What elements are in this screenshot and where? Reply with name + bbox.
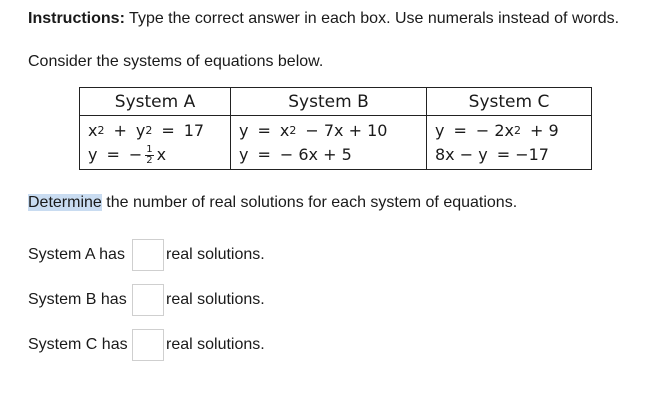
header-system-a: System A xyxy=(80,88,231,116)
determine-rest: the number of real solutions for each system of equations. xyxy=(101,194,518,211)
answer-label-a: System A has xyxy=(28,246,125,263)
fraction-one-half: $\frac{1}{2}$ xyxy=(146,143,153,166)
header-system-c: System C xyxy=(427,88,592,116)
instructions-label: Instructions: xyxy=(28,10,125,27)
answer-suffix-b: real solutions. xyxy=(166,291,265,308)
determine-text xyxy=(28,194,517,212)
answer-suffix-c: real solutions. xyxy=(166,336,265,353)
answer-input-system-c[interactable] xyxy=(132,329,164,361)
answer-label-c: System C has xyxy=(28,336,128,353)
header-system-b: System B xyxy=(231,88,427,116)
system-b-cell xyxy=(231,116,427,170)
system-b-equation-2: y = − 6x + 5 xyxy=(239,145,352,164)
answer-suffix-a: real solutions. xyxy=(166,246,265,263)
answer-input-system-a[interactable] xyxy=(132,239,164,271)
instructions-text: Type the correct answer in each box. Use numerals instead of words. xyxy=(129,10,620,27)
system-a-equation-2: y = − $\frac{1}{2}$ x xyxy=(88,143,167,166)
answer-label-b: System B has xyxy=(28,291,127,308)
answer-row-system-a xyxy=(28,239,265,271)
system-a-cell xyxy=(80,116,231,170)
prompt-text: Consider the systems of equations below. xyxy=(28,53,324,70)
systems-table xyxy=(79,87,592,170)
answer-row-system-c xyxy=(28,329,265,361)
instructions xyxy=(28,10,619,28)
answer-input-system-b[interactable] xyxy=(132,284,164,316)
system-c-equation-1: y = − 2x 2 + 9 xyxy=(435,121,559,140)
system-b-equation-1: y = x 2 − 7x + 10 xyxy=(239,121,388,140)
system-a-equation-1: x 2 + y 2 = 17 xyxy=(88,121,205,140)
system-c-cell xyxy=(427,116,592,170)
highlighted-word: Determine xyxy=(28,194,102,211)
answer-row-system-b xyxy=(28,284,265,316)
system-c-equation-2: 8x − y = −17 xyxy=(435,145,549,164)
